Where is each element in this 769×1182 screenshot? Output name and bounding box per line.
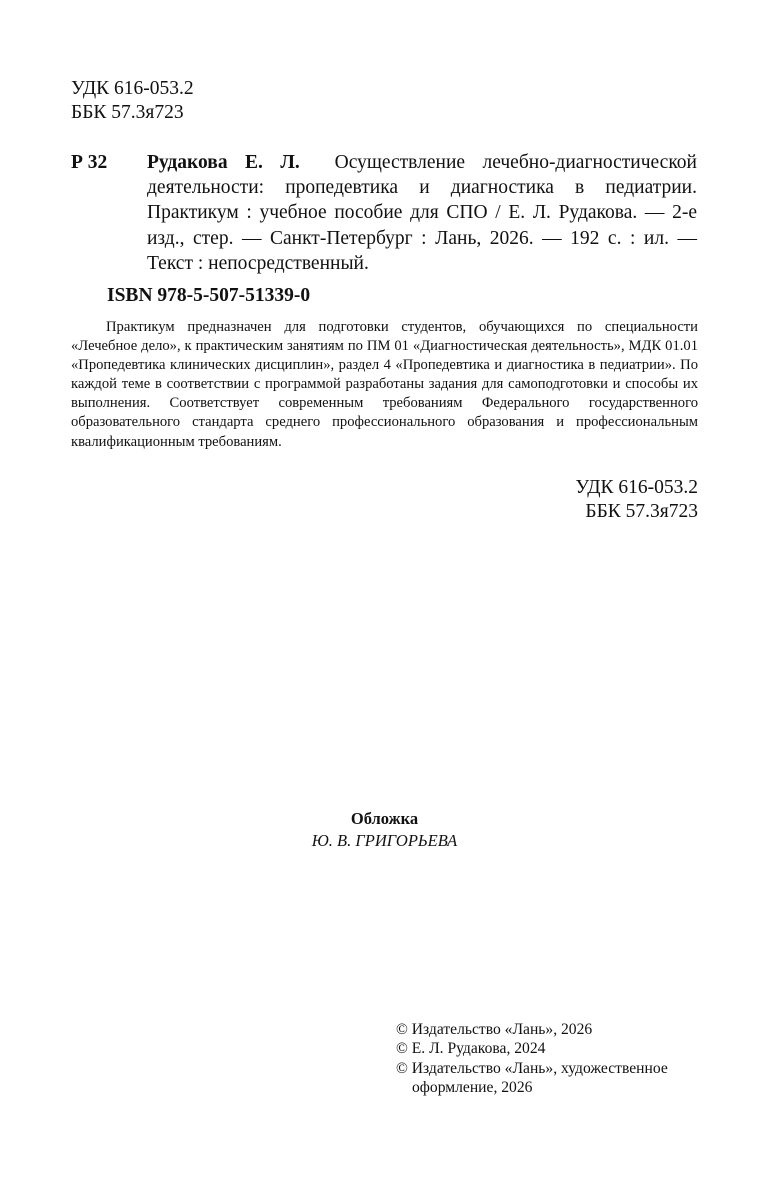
classification-top: [71, 77, 194, 125]
cover-artist: Ю. В. ГРИГОРЬЕВА: [311, 830, 458, 850]
copyright-line: © Издательство «Лань», 2026: [396, 1021, 593, 1038]
isbn: ISBN 978-5-507-51339-0: [107, 285, 311, 306]
udk-code-top: УДК 616-053.2: [71, 78, 194, 99]
copyright-line: © Издательство «Лань», художественное оформление, 2026: [396, 1059, 668, 1096]
bbk-code-bottom: ББК 57.3я723: [585, 501, 698, 522]
annotation: Практикум предназначен для подготовки студентов, обучающихся по специальности «Лечебное дело», к практическим занятиям по ПМ 01 «Диагностическая деятельность», МДК 01.01 «Пропедевтика клинических дисциплин», раздел 4 «Пропедевтика и диагностика в педиатрии». По каждой теме в соответствии с программой разработаны задания для самоподготовки и способы их выполнения. Соответствует современным требованиям Федерального государственного образовательного стандарта среднего профессионального образования и профессиональным квалификационным требованиям.: [71, 319, 698, 450]
bibliographic-record: [147, 150, 697, 276]
classification-bottom: [575, 476, 698, 524]
author-name: Рудакова Е. Л.: [147, 152, 300, 173]
udk-code-bottom: УДК 616-053.2: [575, 477, 698, 498]
copyright-line: © Е. Л. Рудакова, 2024: [396, 1040, 546, 1058]
copyright-block: [396, 1020, 696, 1097]
bbk-code-top: ББК 57.3я723: [71, 102, 184, 123]
cover-credit: [0, 808, 769, 851]
book-description: Осуществление лечебно-диагностической деятельности: пропедевтика и диагностика в педиатрии. Практикум : учебное пособие для СПО / Е. Л. Рудакова. — 2-е изд., стер. — Санкт-Петербург : Лань, 2026. — 192 с. : ил. — Текст : непосредственный.: [147, 152, 697, 274]
author-mark: Р 32: [71, 152, 108, 173]
cover-label: Обложка: [350, 809, 419, 828]
